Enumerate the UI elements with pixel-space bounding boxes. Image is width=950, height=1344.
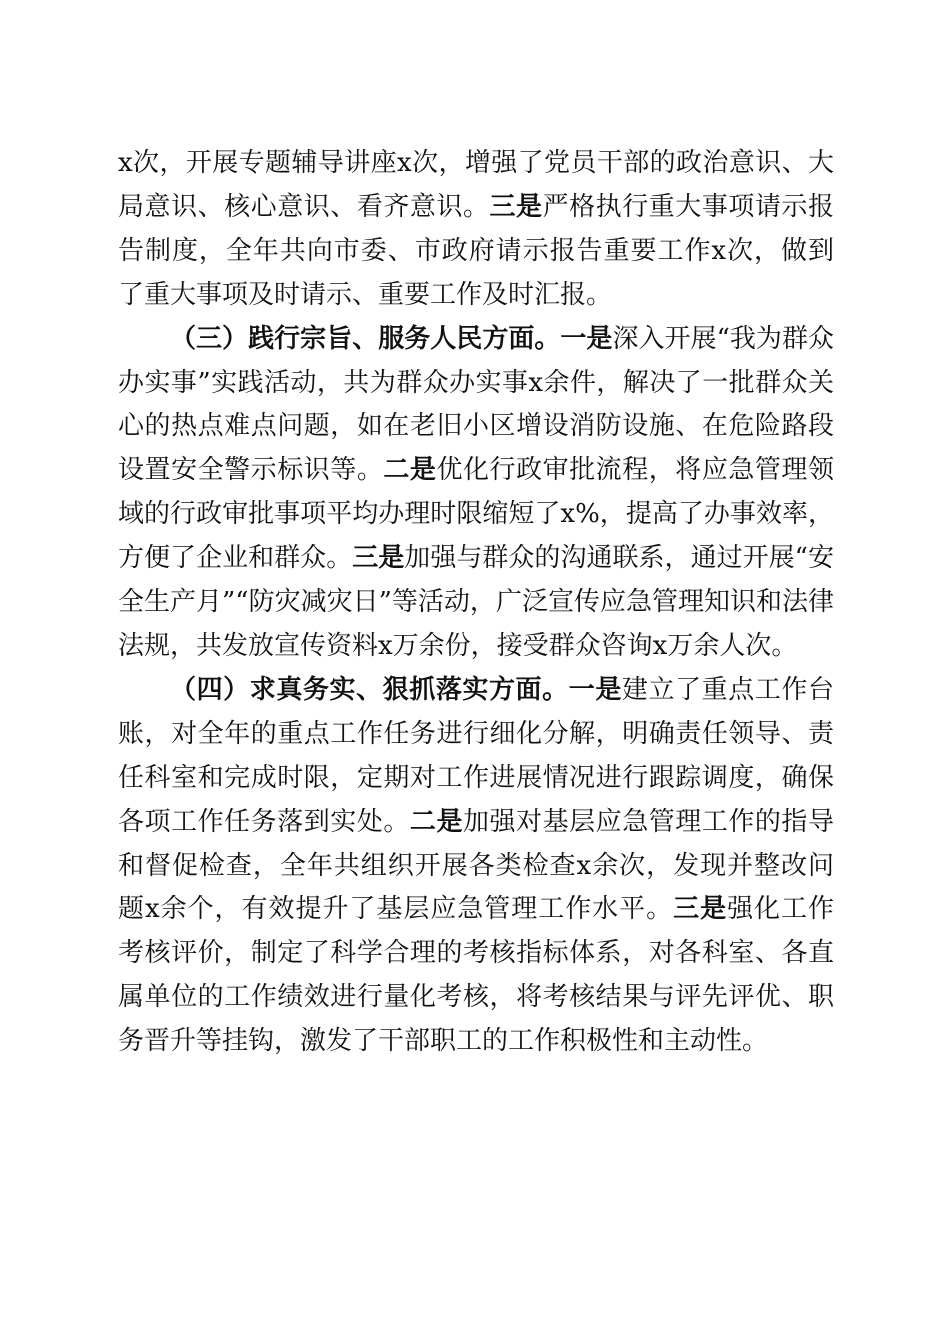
bold-lead-two: 二是 xyxy=(409,806,463,837)
bold-lead-three: 三是 xyxy=(673,894,728,925)
section-heading-four: （四）求真务实、狠抓落实方面。 xyxy=(170,674,569,705)
paragraph-text: x次，开展专题辅导讲座x次，增强了党员干部的政治意识、大局意识、核心意识、看齐意识。 xyxy=(118,148,834,222)
paragraph-text: 加强与群众的沟通联系，通过开展“安全生产月”“防灾减灾日”等活动，广泛宣传应急管理知识和法律法规，共发放宣传资料x万余份，接受群众咨询x万余人次。 xyxy=(118,543,834,661)
paragraph-text: 严格执行重大事项请示报告制度，全年共向市委、市政府请示报告重要工作x次，做到了重大事项及时请示、重要工作及时汇报。 xyxy=(118,191,834,310)
paragraph-section-four xyxy=(118,669,834,1064)
section-heading-three: （三）践行宗旨、服务人民方面。 xyxy=(170,323,561,354)
bold-lead-one: 一是 xyxy=(560,323,613,354)
paragraph-text: 优化行政审批流程，将应急管理领域的行政审批事项平均办理时限缩短了x%，提高了办事效率，方便了企业和群众。 xyxy=(118,455,834,574)
paragraph-section-three xyxy=(118,318,834,669)
bold-lead-two: 二是 xyxy=(383,455,437,486)
paragraph-text: 建立了重点工作台账，对全年的重点工作任务进行细化分解，明确责任领导、责任科室和完成时限，定期对工作进展情况进行跟踪调度，确保各项工作任务落到实处。 xyxy=(118,674,834,837)
bold-lead-three: 三是 xyxy=(489,191,543,222)
paragraph-continuation xyxy=(118,142,834,318)
bold-lead-one: 一是 xyxy=(568,674,622,705)
paragraph-text: 深入开展“我为群众办实事”实践活动，共为群众办实事x余件，解决了一批群众关心的热点难点问题，如在老旧小区增设消防设施、在危险路段设置安全警示标识等。 xyxy=(118,323,834,486)
paragraph-text: 强化工作考核评价，制定了科学合理的考核指标体系，对各科室、各直属单位的工作绩效进行量化考核，将考核结果与评先评优、职务晋升等挂钩，激发了干部职工的工作积极性和主动性。 xyxy=(118,894,834,1057)
document-body xyxy=(118,142,834,1064)
paragraph-text: 加强对基层应急管理工作的指导和督促检查，全年共组织开展各类检查x余次，发现并整改问题x余个，有效提升了基层应急管理工作水平。 xyxy=(118,806,834,925)
bold-lead-three: 三是 xyxy=(352,543,405,574)
